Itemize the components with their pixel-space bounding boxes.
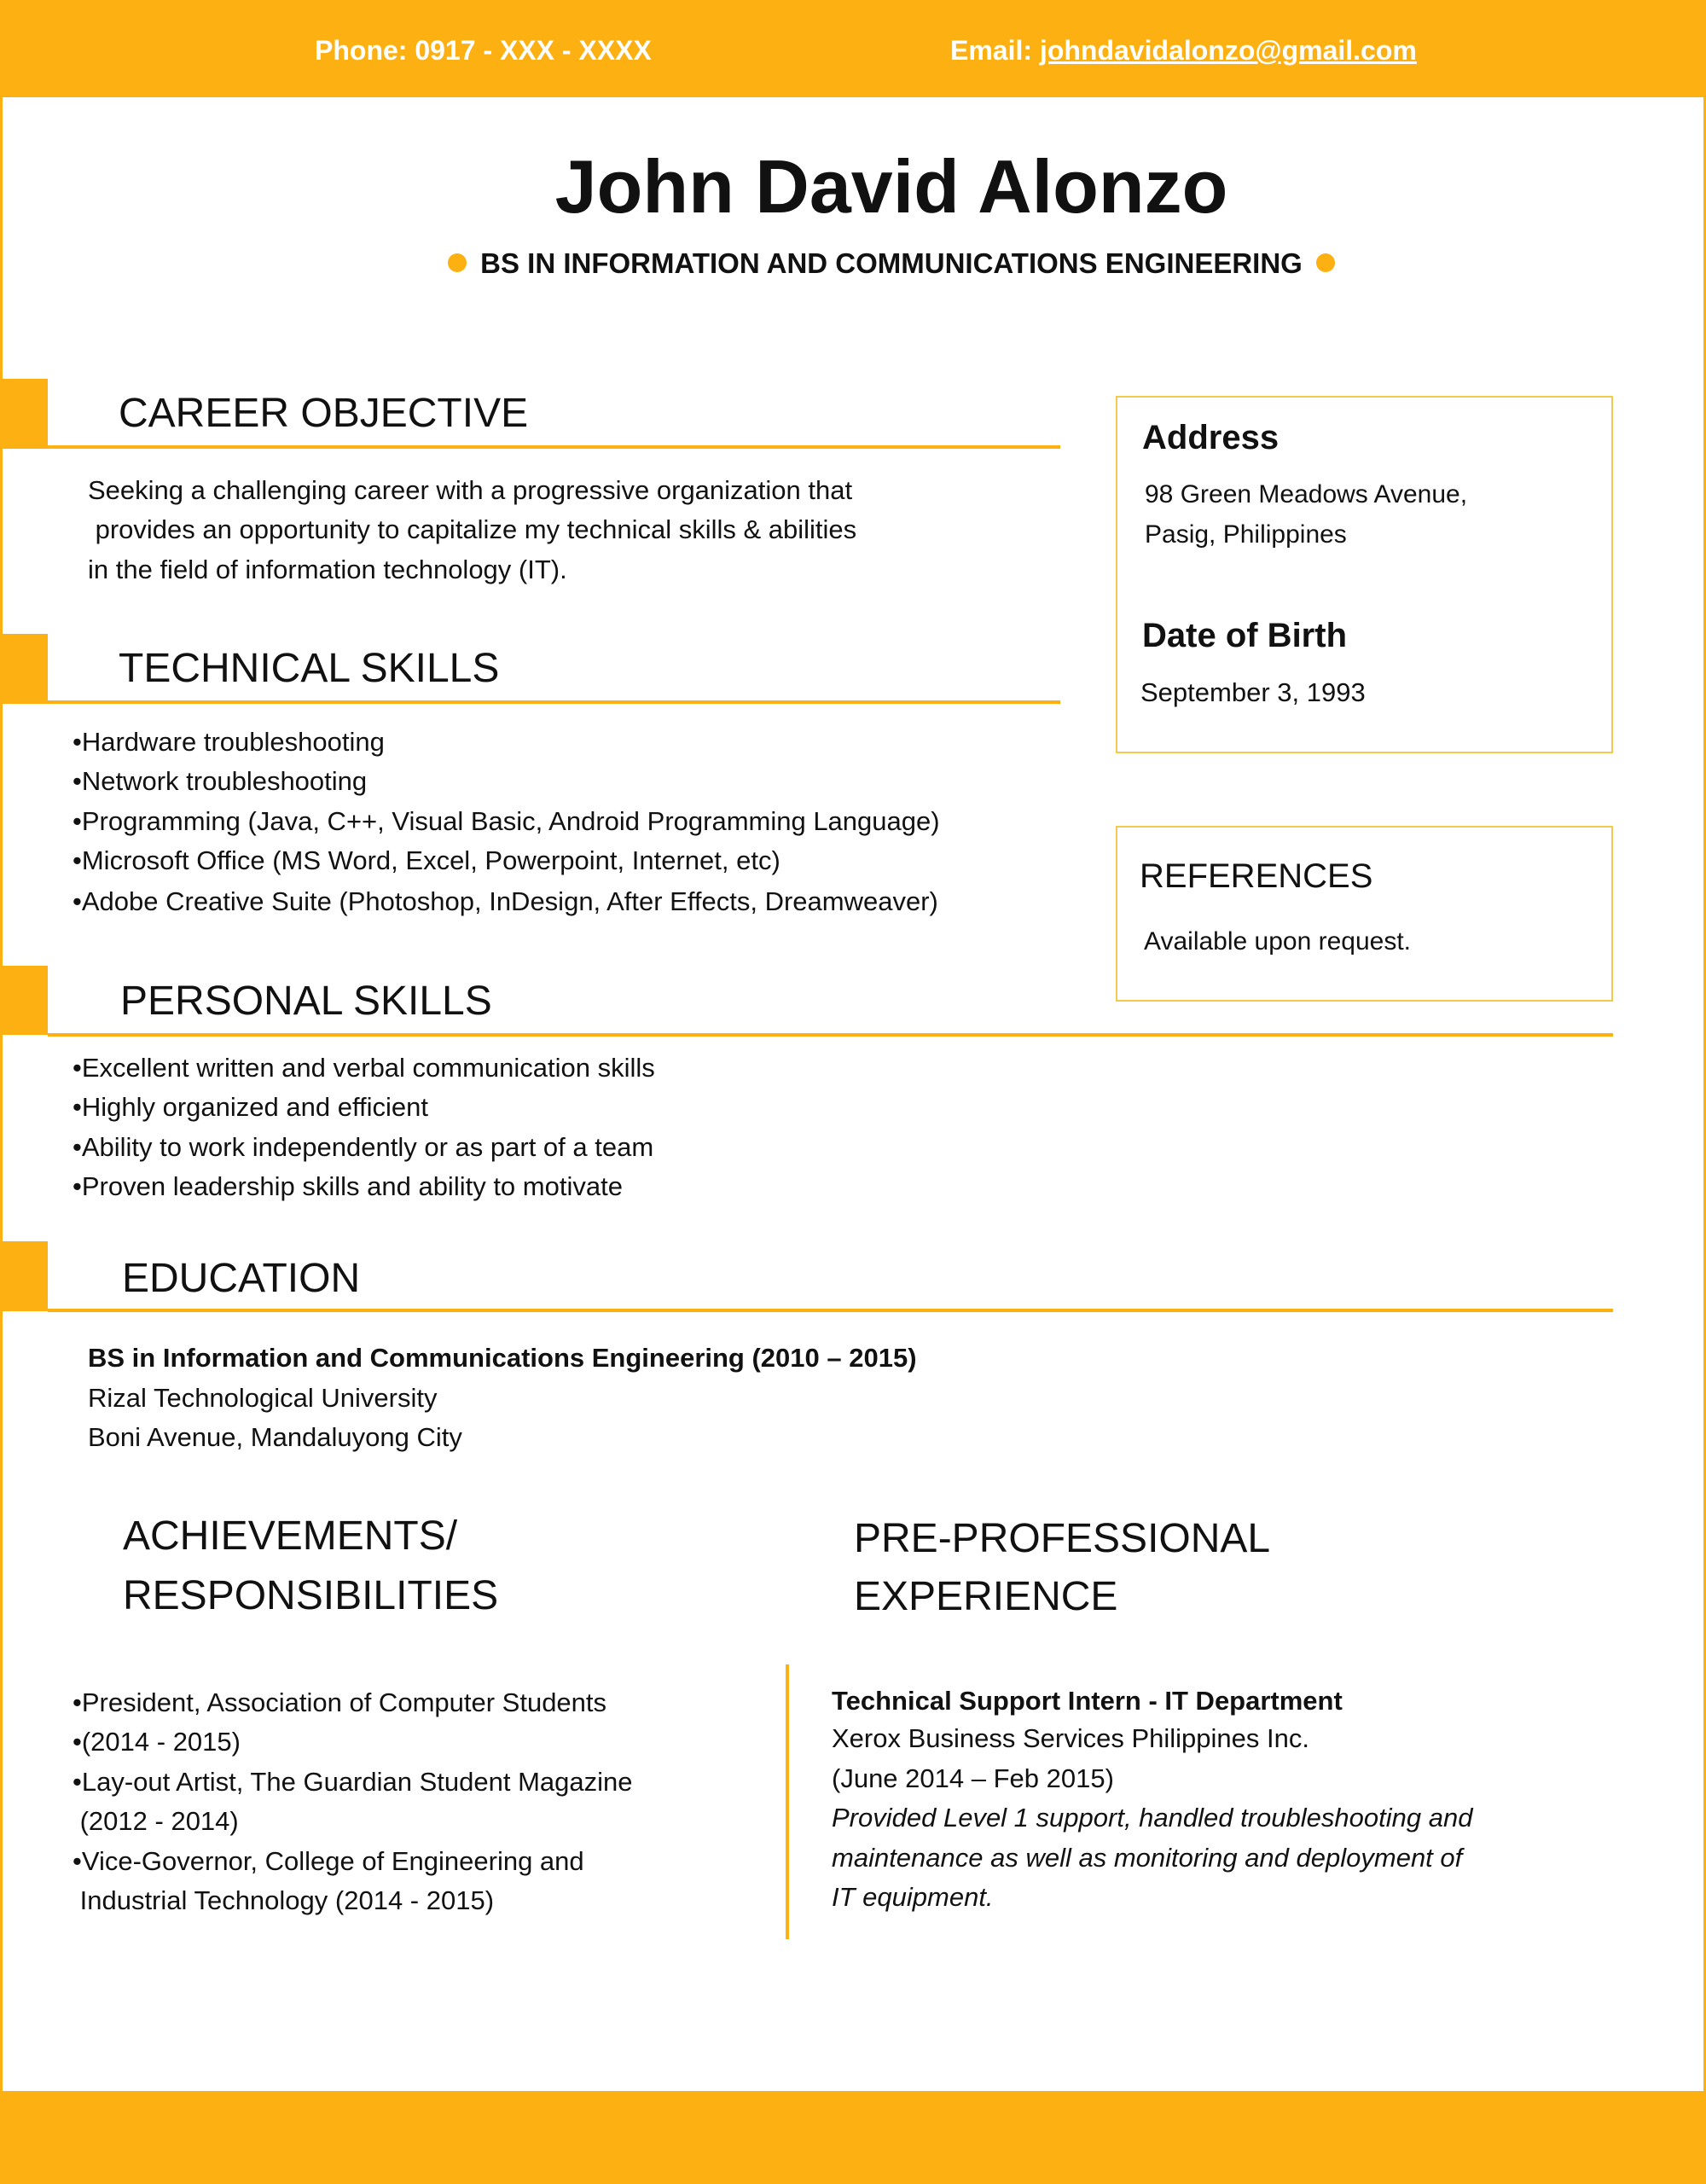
section-divider <box>48 700 1060 704</box>
email-label: Email: <box>950 35 1033 66</box>
experience-heading: EXPERIENCE <box>854 1574 1118 1619</box>
objective-line: provides an opportunity to capitalize my technical skills & abilities <box>88 514 857 544</box>
list-item: •Lay-out Artist, The Guardian Student Magazine <box>73 1767 633 1797</box>
address-line: Pasig, Philippines <box>1145 520 1347 549</box>
list-item: •Adobe Creative Suite (Photoshop, InDesign, After Effects, Dreamweaver) <box>73 886 938 916</box>
list-item: •Proven leadership skills and ability to motivate <box>73 1171 623 1201</box>
references-heading: REFERENCES <box>1140 857 1373 895</box>
list-item: •Programming (Java, C++, Visual Basic, Android Programming Language) <box>73 806 940 836</box>
section-marker <box>0 379 48 449</box>
technical-skills-heading: TECHNICAL SKILLS <box>119 646 500 691</box>
section-marker <box>0 634 48 704</box>
list-item: •Highly organized and efficient <box>73 1092 428 1122</box>
list-item: •Vice-Governor, College of Engineering and <box>73 1846 584 1876</box>
personal-skills-heading: PERSONAL SKILLS <box>120 979 492 1024</box>
list-item: Industrial Technology (2014 - 2015) <box>73 1885 495 1915</box>
column-divider <box>786 1664 789 1939</box>
education-school: Rizal Technological University <box>88 1383 438 1413</box>
section-divider <box>48 1033 1613 1037</box>
footer-bar <box>0 2091 1706 2184</box>
list-item: •Excellent written and verbal communication skills <box>73 1053 655 1083</box>
candidate-name: John David Alonzo <box>554 144 1228 229</box>
email-link[interactable]: johndavidalonzo@gmail.com <box>1039 35 1417 66</box>
section-divider <box>48 445 1060 449</box>
address-line: 98 Green Meadows Avenue, <box>1145 480 1468 508</box>
list-item: •(2014 - 2015) <box>73 1727 241 1757</box>
email-line <box>950 33 1417 67</box>
experience-dates: (June 2014 – Feb 2015) <box>832 1763 1114 1793</box>
experience-position: Technical Support Intern - IT Department <box>832 1686 1343 1716</box>
experience-description-line: maintenance as well as monitoring and deployment of <box>832 1843 1463 1873</box>
dob-value: September 3, 1993 <box>1140 677 1366 707</box>
section-marker <box>0 966 48 1035</box>
section-marker <box>0 1241 48 1311</box>
references-text: Available upon request. <box>1144 927 1412 956</box>
experience-description-line: Provided Level 1 support, handled troubleshooting and <box>832 1803 1473 1833</box>
experience-company: Xerox Business Services Philippines Inc. <box>832 1723 1309 1753</box>
achievements-heading: ACHIEVEMENTS/ <box>123 1513 458 1559</box>
education-degree: BS in Information and Communications Engineering (2010 – 2015) <box>88 1343 917 1373</box>
list-item: •Ability to work independently or as part of a team <box>73 1132 654 1162</box>
bullet-dot-icon <box>448 253 467 272</box>
career-objective-heading: CAREER OBJECTIVE <box>119 391 529 436</box>
experience-heading: PRE-PROFESSIONAL <box>854 1516 1271 1561</box>
bullet-dot-icon <box>1316 253 1335 272</box>
list-item: •Microsoft Office (MS Word, Excel, Powerpoint, Internet, etc) <box>73 845 780 875</box>
references-box <box>1116 826 1613 1002</box>
objective-line: Seeking a challenging career with a progressive organization that <box>88 475 853 505</box>
address-heading: Address <box>1142 419 1280 456</box>
section-divider <box>48 1309 1613 1312</box>
list-item: •Hardware troubleshooting <box>73 727 385 757</box>
education-address: Boni Avenue, Mandaluyong City <box>88 1422 462 1452</box>
list-item: (2012 - 2014) <box>73 1806 239 1836</box>
header-bar <box>0 0 1706 97</box>
degree-text: BS IN INFORMATION AND COMMUNICATIONS ENGINEERING <box>480 247 1303 279</box>
objective-line: in the field of information technology (IT). <box>88 555 567 584</box>
dob-heading: Date of Birth <box>1142 617 1347 654</box>
achievements-heading: RESPONSIBILITIES <box>123 1573 499 1618</box>
experience-description-line: IT equipment. <box>832 1882 994 1912</box>
list-item: •Network troubleshooting <box>73 766 368 796</box>
list-item: •President, Association of Computer Students <box>73 1687 607 1717</box>
phone: Phone: 0917 - XXX - XXXX <box>315 35 652 66</box>
education-heading: EDUCATION <box>122 1256 361 1301</box>
degree-subtitle <box>0 246 1706 282</box>
